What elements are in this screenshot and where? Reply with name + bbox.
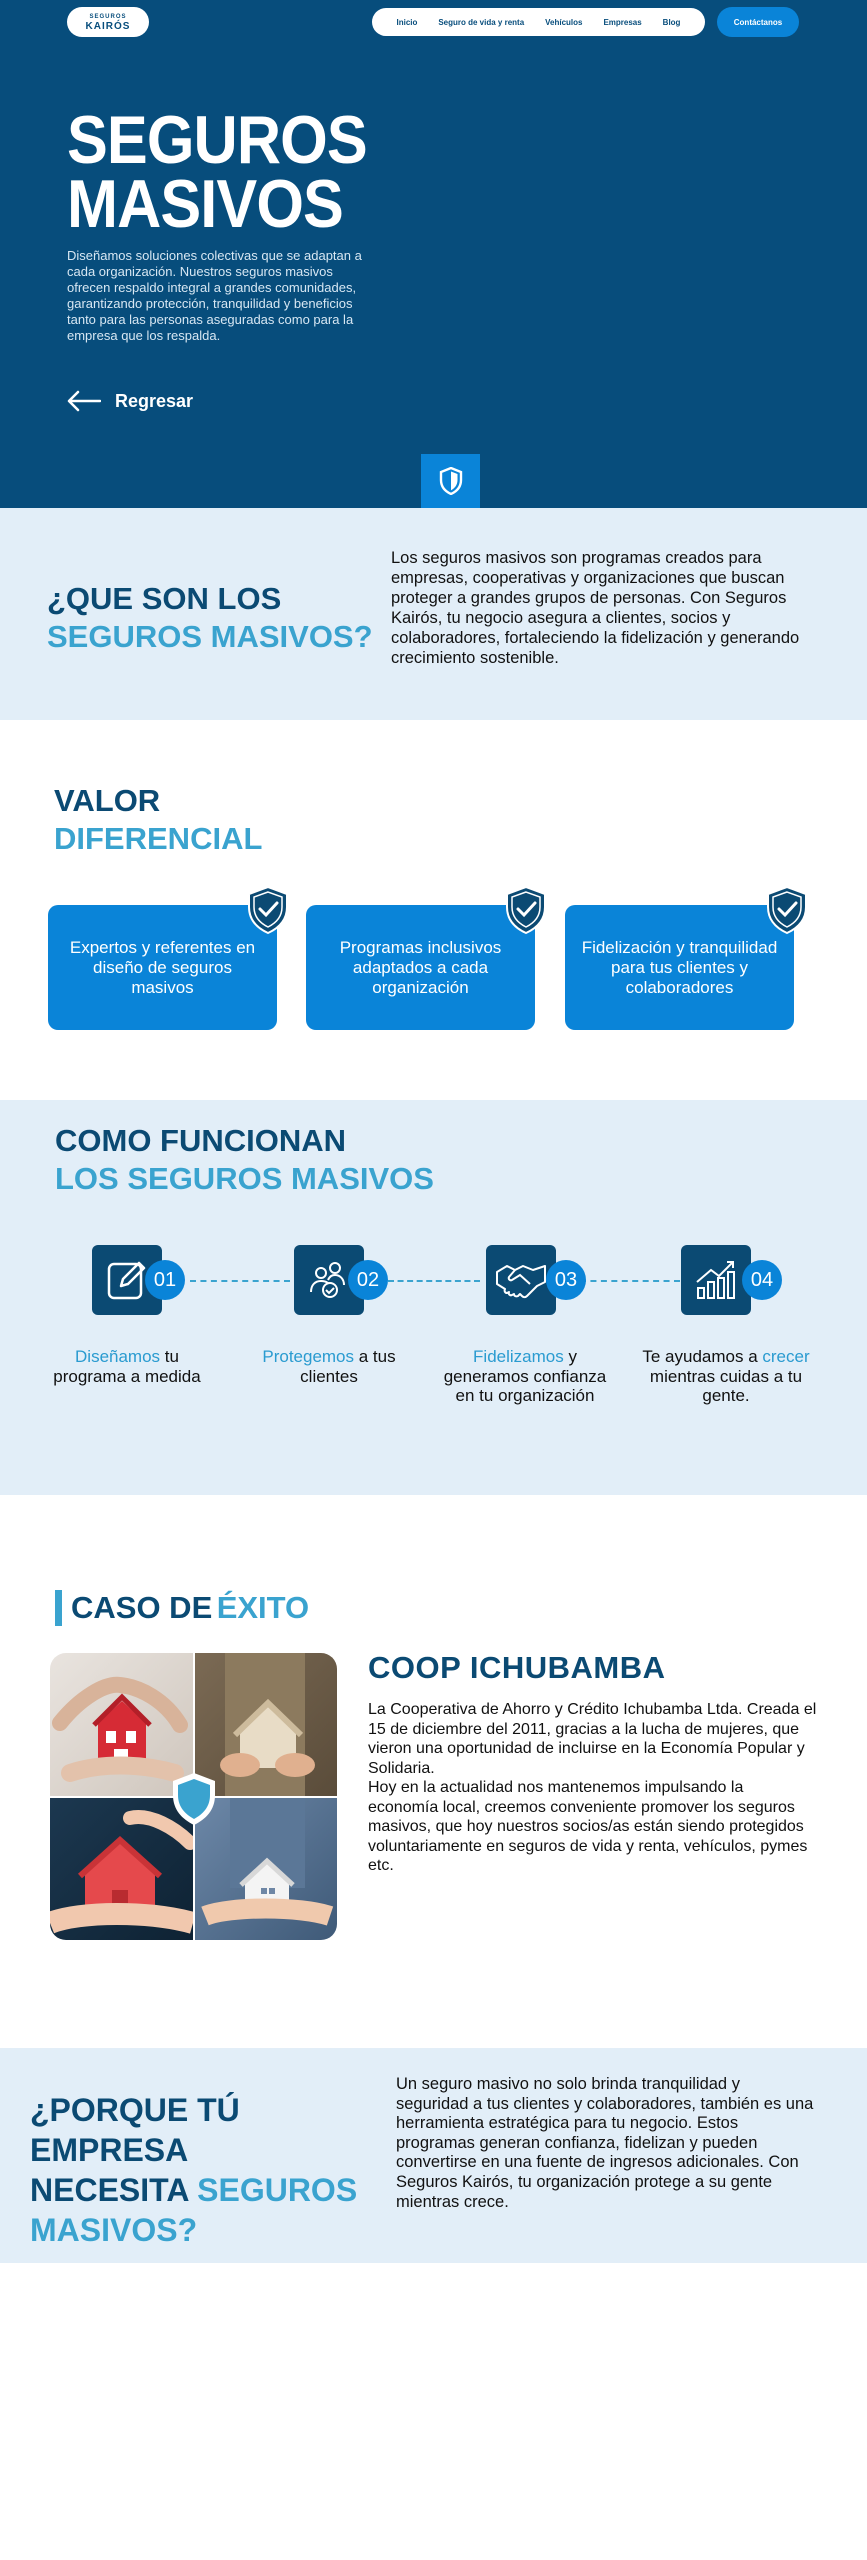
logo-brand-text: KAIRÓS [85,21,131,32]
success-case-section [0,1495,867,2050]
step-text-2: Protegemos a tus clientes [262,1347,396,1386]
shield-icon [439,467,463,495]
step-text-3: Fidelizamos y generamos confianza en tu organización [443,1347,607,1405]
how-title-dark: COMO FUNCIONAN [55,1123,347,1158]
success-title-light: ÉXITO [216,1590,310,1625]
how-it-works-section [0,1100,867,1495]
success-image-collage [50,1653,337,1940]
brand-logo[interactable] [67,7,149,37]
how-title-light: LOS SEGUROS MASIVOS [55,1161,434,1196]
why-title-line1: ¿PORQUE TÚ EMPRESA [30,2092,240,2168]
success-title-dark: CASO DE [71,1590,213,1625]
shield-check-icon [245,885,291,935]
value-card-1: Expertos y referentes en diseño de seguros masivos [48,905,277,1030]
step-number-2: 02 [348,1260,388,1300]
nav-item-vida-renta[interactable]: Seguro de vida y renta [438,17,525,27]
what-are-text: Los seguros masivos son programas creados para empresas, cooperativas y organizaciones que buscan proteger a grandes grupos de personas. Con Seguros Kairós, tu negocio asegura a clientes, socios y colaboradores, fortaleciendo la fidelización y generando crecimiento sostenible. [391,549,800,667]
what-are-title-dark: ¿QUE SON LOS [47,581,282,616]
step-text-1: Diseñamos tu programa a medida [53,1347,201,1386]
what-are-title-light: SEGUROS MASIVOS? [47,619,373,654]
company-name: COOP ICHUBAMBA [368,1650,666,1685]
value-section [0,720,867,1100]
hero-title-line2: MASIVOS [67,166,343,242]
growth-chart-icon [681,1245,751,1315]
arrow-left-icon [67,390,101,412]
what-are-section [0,508,867,720]
success-case-text: La Cooperativa de Ahorro y Crédito Ichubamba Ltda. Creada el 15 de diciembre del 2011, gracias a la lucha de mujeres, que vieron una oportunidad de incluirse en la Economía Popular y Solidaria. Hoy en la actualidad nos mantenemos impulsando la economía local, creemos conveniente promover los seguros masivos, que hoy nuestros socios/as están siendo protegidos voluntariamente en seguros de vida y renta, vehículos, pymes etc. [368,1701,817,1874]
why-title-line2-dark: NECESITA [30,2172,189,2208]
value-card-2: Programas inclusivos adaptados a cada organización [306,905,535,1030]
shield-check-icon [764,885,810,935]
shield-icon [170,1771,218,1827]
what-are-title [47,580,377,656]
nav-item-inicio[interactable]: Inicio [396,17,418,27]
value-title [54,782,354,858]
nav-item-empresas[interactable]: Empresas [603,17,642,27]
why-title [30,2090,390,2250]
step-text-4: Te ayudamos a crecer mientras cuidas a tu gente. [642,1347,810,1405]
contact-button[interactable]: Contáctanos [717,7,799,37]
shield-check-icon [503,885,549,935]
value-title-light: DIFERENCIAL [54,821,263,856]
why-title-line2-light: SEGUROS [197,2172,358,2208]
hero-title [67,102,367,242]
nav-item-vehiculos[interactable]: Vehículos [545,17,583,27]
main-nav [372,8,705,36]
nav-item-blog[interactable]: Blog [662,17,681,27]
why-title-line3: MASIVOS? [30,2212,198,2248]
why-section [0,2048,867,2263]
hero-description: Diseñamos soluciones colectivas que se adaptan a cada organización. Nuestros seguros masivos ofrecen respaldo integral a grandes comunidades, garantizando protección, tranquilidad y beneficios tanto para las personas aseguradas como para la empresa que los respalda. [67,248,362,343]
back-link[interactable] [67,390,193,412]
value-card-3: Fidelización y tranquilidad para tus clientes y colaboradores [565,905,794,1030]
why-text: Un seguro masivo no solo brinda tranquilidad y seguridad a tus clientes y colaboradores, también es una herramienta estratégica para tu negocio. Estos programas generan confianza, fidelizan y pueden convertirse en una fuente de ingresos adicionales. Con Seguros Kairós, tu organización protege a su gente mientras crece. [396,2075,814,2211]
back-label: Regresar [115,390,194,411]
value-title-dark: VALOR [54,783,161,818]
hero-badge [421,454,480,508]
hero-section [0,0,867,508]
step-number-4: 04 [742,1260,782,1300]
how-title [55,1122,555,1198]
hero-title-line1: SEGUROS [67,102,367,178]
step-number-3: 03 [546,1260,586,1300]
success-case-title [55,1590,309,1626]
logo-top-text: SEGUROS [89,14,127,20]
step-number-1: 01 [145,1260,185,1300]
